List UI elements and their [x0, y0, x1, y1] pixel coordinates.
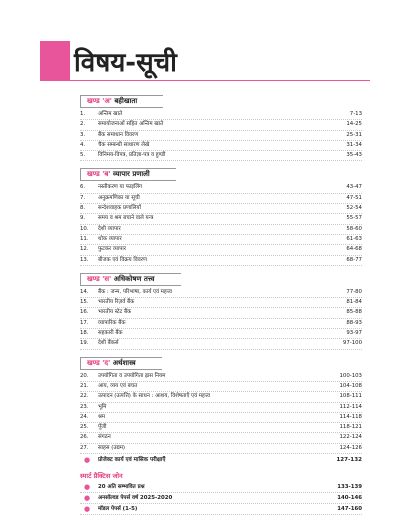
title-block	[40, 41, 370, 81]
chapter-title: आय, व्यय एवं बचत	[98, 382, 138, 389]
chapter-number: 21.	[80, 382, 89, 389]
chapter-title: अनुक्रमणिका या सूची	[98, 194, 140, 201]
chapter-title: थोक व्यापार	[98, 235, 122, 242]
chapter-number: 25.	[80, 424, 89, 431]
chapter-number: 22.	[80, 393, 89, 400]
toc-row	[80, 403, 362, 413]
chapter-number: 24.	[80, 413, 89, 420]
toc-row	[80, 141, 362, 151]
page-range: 61-63	[346, 235, 362, 242]
chapter-number: 3.	[80, 131, 86, 138]
chapter-number: 6.	[80, 184, 86, 191]
toc-row	[80, 298, 362, 308]
page-title: विषय-सूची	[74, 48, 177, 78]
chapter-title: पूँजी	[98, 424, 107, 431]
toc-row	[80, 110, 362, 120]
chapter-number: 4.	[80, 141, 86, 148]
chapter-title: उपयोगिता व उपयोगिता ह्रास नियम	[98, 372, 166, 379]
toc-row	[80, 245, 362, 255]
chapter-number: 1.	[80, 111, 86, 117]
toc-row	[80, 235, 362, 245]
chapter-title: फुटकर व्यापार	[98, 246, 126, 253]
bullet-icon: ●	[84, 505, 91, 514]
chapter-number: 23.	[80, 403, 89, 410]
chapter-title: उत्पादन (उत्पत्ति) के साधन : आशय, विशेषताएँ एवं महत्त्व	[98, 393, 210, 400]
page-range: 43-47	[346, 184, 362, 191]
bullet-icon: ●	[84, 456, 91, 465]
page-range: 77-80	[346, 288, 362, 295]
section-heading	[80, 95, 163, 108]
page-range: 100-103	[339, 372, 362, 379]
title-underline	[70, 80, 370, 81]
chapter-title: बैंक समाधान विवरण	[98, 131, 139, 138]
bullet-icon: ●	[84, 483, 91, 492]
page-range: 108-111	[339, 393, 362, 400]
chapter-title: समायोजनाओं सहित अन्तिम खाते	[98, 121, 164, 128]
chapter-title: चैक सम्बन्धी साधारण लेखे	[98, 141, 150, 148]
page-range: 64-68	[346, 246, 362, 253]
smart-zone-title: मॉडल पेपर्स (1-5)	[98, 506, 138, 513]
chapter-number: 26.	[80, 434, 89, 441]
section-heading-name: बहीखाता	[114, 97, 138, 105]
chapter-number: 16.	[80, 309, 89, 316]
chapter-title: भारतीय रिज़र्व बैंक	[98, 299, 135, 306]
chapter-title: बैंक : जन्म, परिभाषा, कार्य एवं महत्त्व	[98, 288, 172, 295]
page-range: 47-51	[346, 194, 362, 201]
section-heading-prefix: खण्ड 'ब'	[87, 170, 111, 179]
page-range: 122-124	[339, 434, 362, 441]
chapter-number: 20.	[80, 372, 89, 379]
smart-zone-row	[80, 493, 362, 504]
chapter-number: 11.	[80, 235, 89, 242]
toc-row	[80, 372, 362, 382]
toc-row	[80, 329, 362, 339]
toc-row	[80, 256, 362, 266]
page-range: 68-77	[346, 256, 362, 263]
chapter-number: 8.	[80, 205, 86, 212]
chapter-number: 10.	[80, 225, 89, 232]
chapter-title: अन्तिम खाते	[98, 111, 123, 117]
section-heading-name: अधिकोषण तत्त्व	[113, 274, 155, 283]
toc-row	[80, 413, 362, 423]
section-heading-name: व्यापार प्रणाली	[112, 170, 150, 179]
chapter-title: व्यापारिक बैंक	[98, 319, 126, 326]
chapter-title: देशी बैंकर्स	[98, 340, 119, 347]
chapter-title: सन्देशवाहक प्रणालियाँ	[98, 205, 141, 212]
toc-row	[80, 444, 362, 454]
toc-row	[80, 288, 362, 298]
chapter-number: 18.	[80, 330, 89, 337]
chapter-title: समय व श्रम बचाने वाले यन्त्र	[98, 215, 154, 222]
page-range: 114-118	[339, 413, 362, 420]
chapter-title: विनिमय-विपत्र, प्रतिज्ञा-पत्र व हुण्डी	[98, 152, 166, 159]
chapter-number: 9.	[80, 215, 86, 222]
chapter-number: 14.	[80, 288, 89, 295]
chapter-number: 7.	[80, 194, 86, 201]
smart-zone-title: 20 अति सम्भावित प्रश्न	[98, 484, 145, 491]
page-range: 147-160	[337, 506, 362, 513]
page-range: 127-132	[336, 457, 362, 464]
page-range: 140-146	[337, 495, 362, 502]
project-title: प्रोजेक्ट कार्य एवं मासिक परीक्षाएँ	[98, 457, 166, 464]
chapter-title: भारतीय स्टेट बैंक	[98, 309, 132, 316]
toc-row	[80, 339, 362, 349]
chapter-title: सहकारी बैंक	[98, 330, 123, 337]
section-heading	[80, 273, 181, 286]
contents-list	[80, 88, 362, 515]
page-range: 55-57	[346, 215, 362, 222]
page-range: 93-97	[346, 330, 362, 337]
page-range: 112-114	[339, 403, 362, 410]
chapter-title: साहस (उद्यम)	[98, 444, 126, 451]
toc-row	[80, 204, 362, 214]
toc-row	[80, 225, 362, 235]
page-range: 7-13	[349, 111, 362, 117]
toc-row	[80, 194, 362, 204]
page-range: 81-84	[346, 299, 362, 306]
toc-row	[80, 423, 362, 433]
page-range: 97-100	[342, 340, 362, 347]
chapter-number: 17.	[80, 319, 89, 326]
page-range: 35-43	[346, 152, 362, 159]
toc-row	[80, 433, 362, 443]
page-range: 52-54	[346, 205, 362, 212]
section-heading-name: अर्थशास्त्र	[112, 358, 136, 367]
chapter-number: 2.	[80, 121, 86, 128]
toc-row	[80, 183, 362, 193]
toc-row	[80, 382, 362, 392]
chapter-number: 15.	[80, 299, 89, 306]
toc-row	[80, 151, 362, 161]
smart-zone-heading: स्मार्ट प्रैक्टिस जोन	[80, 472, 123, 481]
chapter-number: 5.	[80, 152, 86, 159]
section-heading-prefix: खण्ड 'द'	[87, 358, 111, 367]
page-range: 14-25	[346, 121, 362, 128]
page-range: 133-139	[337, 484, 362, 491]
section-heading	[80, 168, 176, 181]
page-range: 124-126	[339, 444, 362, 451]
page-range: 25-31	[346, 131, 362, 138]
smart-zone-row	[80, 482, 362, 493]
bullet-icon: ●	[84, 494, 91, 503]
title-accent-box	[40, 41, 70, 81]
chapter-title: देशी व्यापार	[98, 225, 121, 232]
toc-row	[80, 131, 362, 141]
smart-zone-row	[80, 504, 362, 515]
page-range: 104-108	[339, 382, 362, 389]
smart-zone-title: अनसॉल्वड पेपर्स वर्ष 2025-2020	[98, 495, 173, 502]
page-range: 85-88	[346, 309, 362, 316]
chapter-title: श्रम	[98, 413, 106, 420]
toc-row	[80, 120, 362, 130]
page-range: 31-34	[346, 141, 362, 148]
toc-row	[80, 392, 362, 402]
page-range: 118-121	[339, 424, 362, 431]
chapter-title: बीजक एवं विक्रय विवरण	[98, 256, 147, 263]
chapter-number: 13.	[80, 256, 89, 263]
chapter-number: 27.	[80, 444, 89, 451]
toc-row	[80, 308, 362, 318]
chapter-title: संगठन	[98, 434, 111, 441]
toc-row	[80, 319, 362, 329]
project-row	[80, 455, 362, 465]
page-range: 88-93	[346, 319, 362, 326]
toc-row	[80, 214, 362, 224]
chapter-number: 12.	[80, 246, 89, 253]
section-heading-prefix: खण्ड 'अ'	[87, 97, 112, 105]
chapter-number: 19.	[80, 340, 89, 347]
page-range: 58-60	[346, 225, 362, 232]
section-heading	[80, 357, 162, 370]
chapter-title: भूमि	[98, 403, 107, 410]
chapter-title: नस्तीकरण या फाइलिंग	[98, 184, 143, 191]
section-heading-prefix: खण्ड 'स'	[87, 274, 112, 283]
